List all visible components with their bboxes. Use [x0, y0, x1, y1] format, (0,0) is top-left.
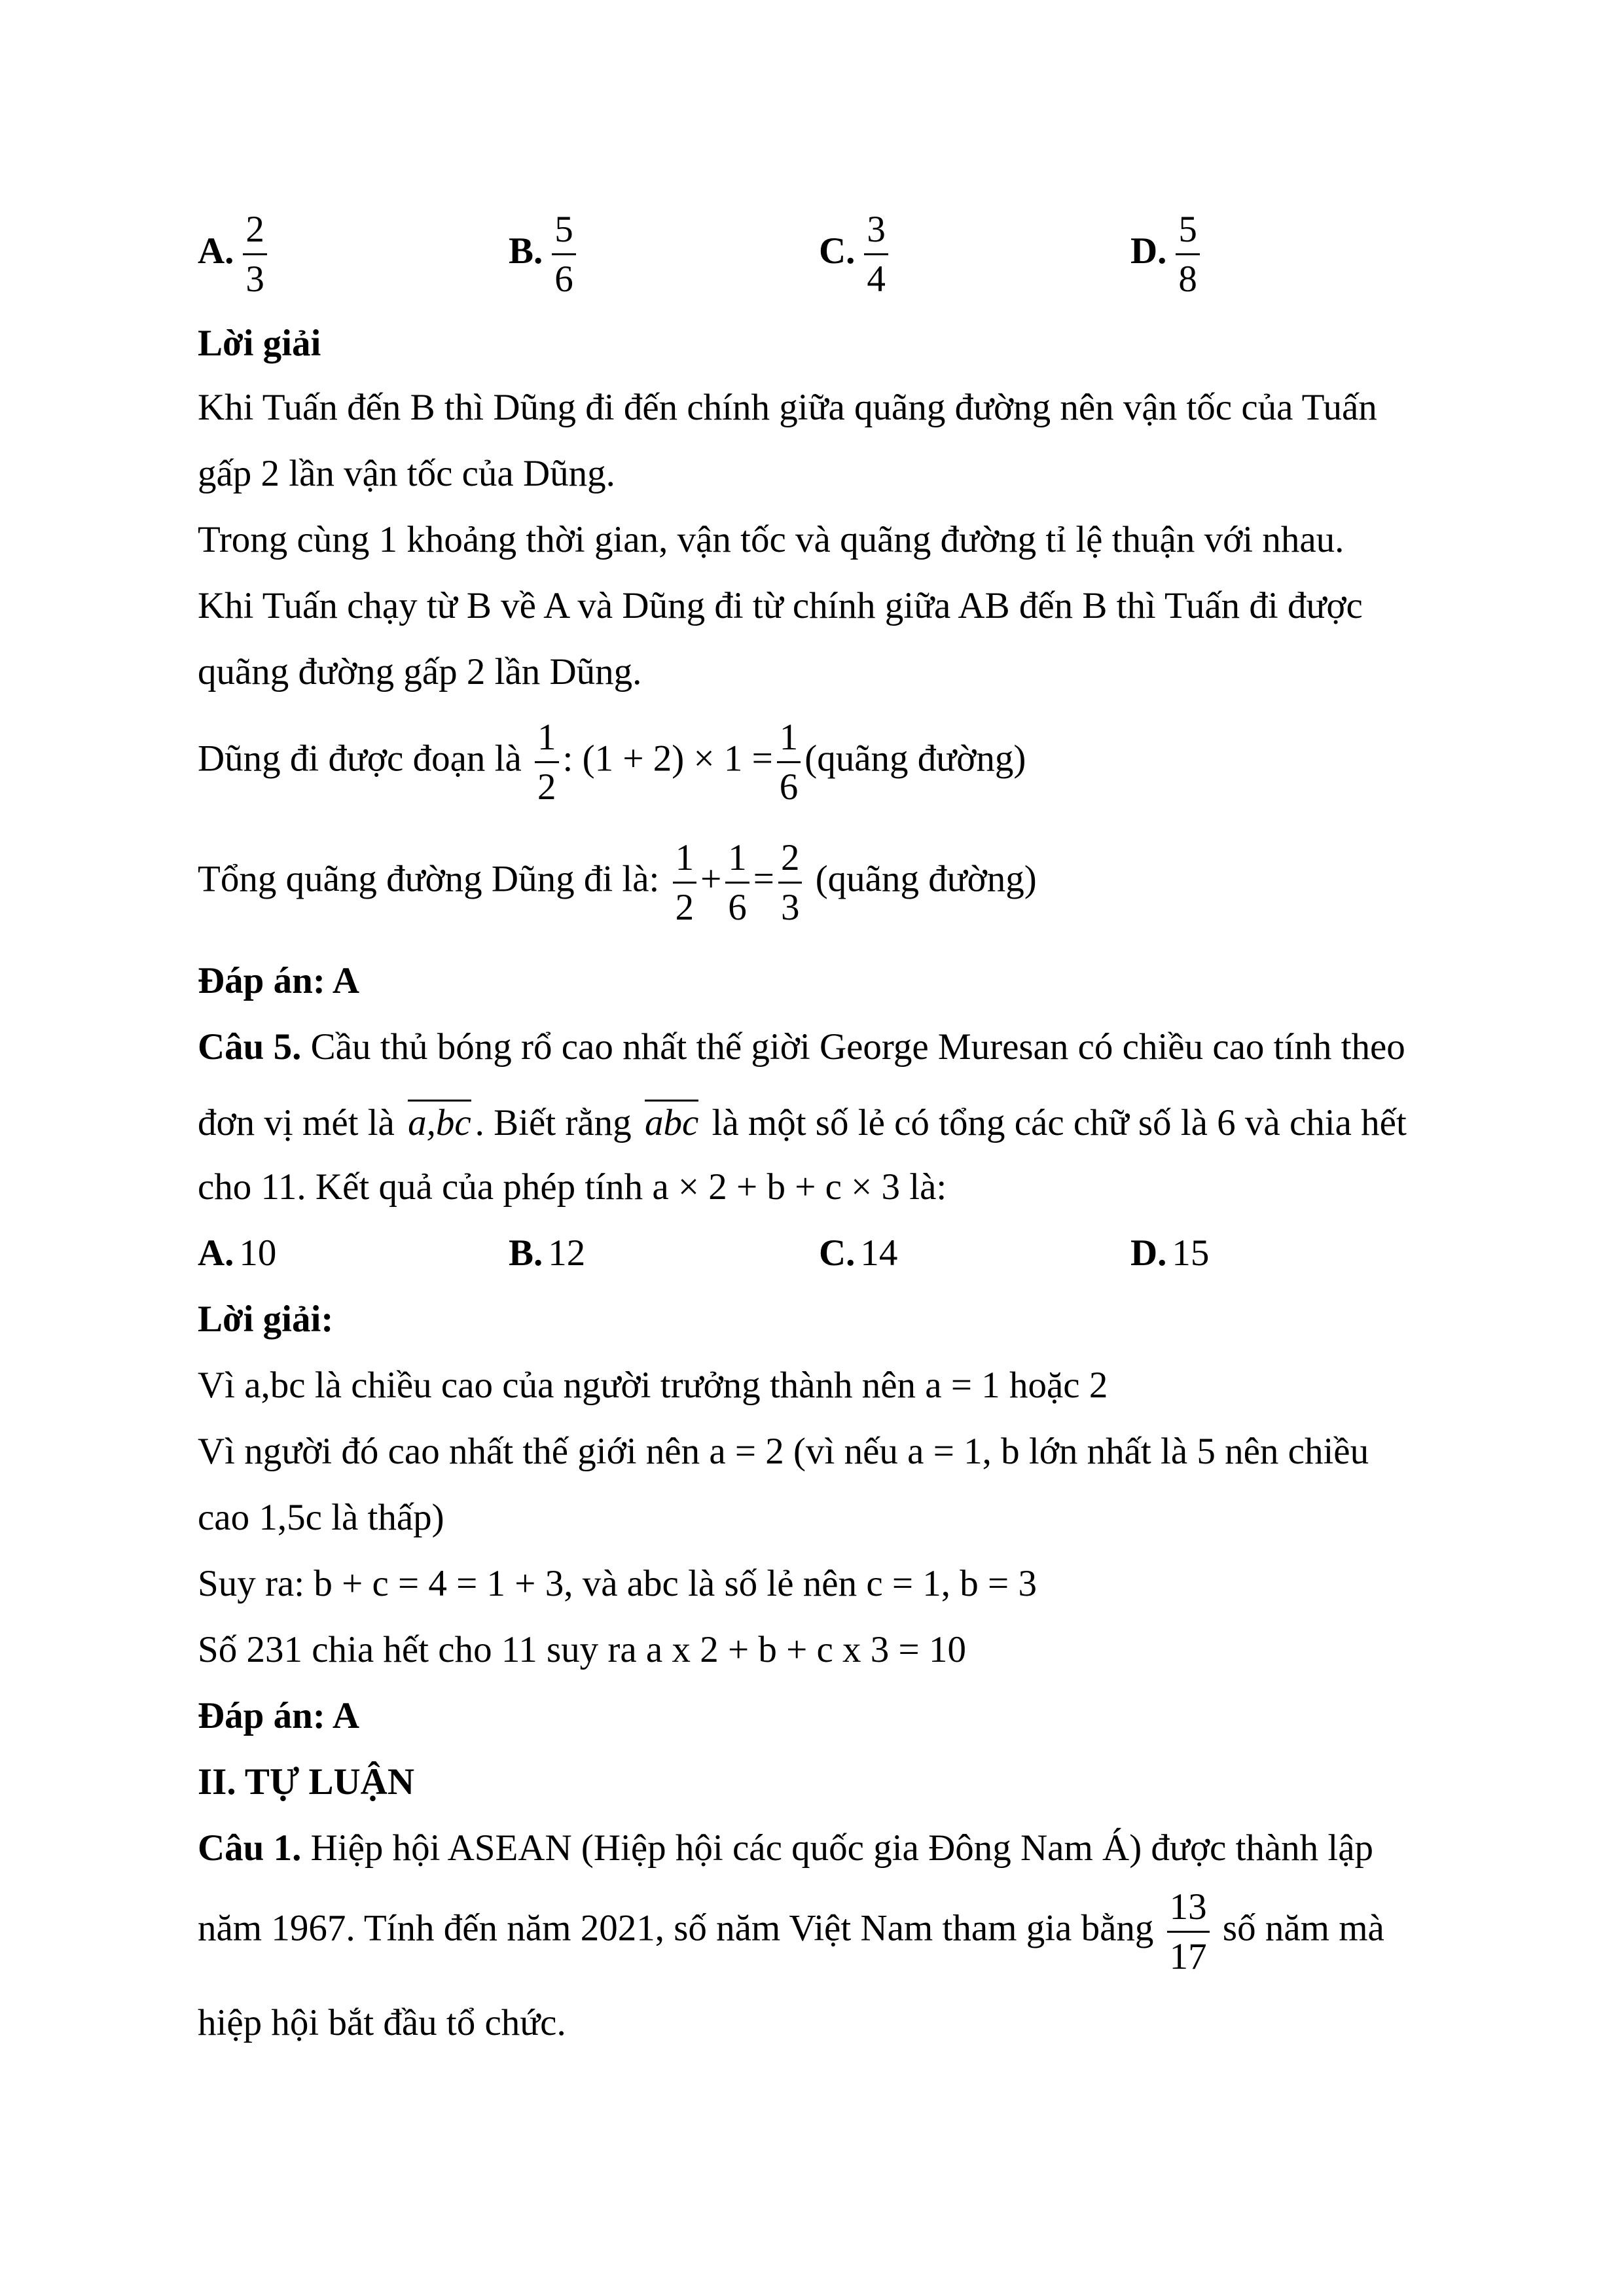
fraction-denominator: 6: [779, 766, 799, 808]
question-text: là một số lẻ có tổng các chữ số là 6 và chia hết: [712, 1102, 1407, 1143]
fraction-numerator: 5: [1176, 211, 1200, 255]
question-text: Hiệp hội ASEAN (Hiệp hội các quốc gia Đông Nam Á) được thành lập: [310, 1827, 1374, 1869]
section-heading: II. TỰ LUẬN: [198, 1761, 414, 1803]
fraction-denominator: 3: [245, 259, 264, 300]
option-label: B.: [509, 1232, 543, 1274]
equation-operator: +: [700, 858, 722, 900]
question-1-line-2: [198, 1888, 1384, 1975]
fraction-numerator: 2: [243, 211, 267, 255]
solution-line: Khi Tuấn đến B thì Dũng đi đến chính giữa quãng đường nên vận tốc của Tuấn: [198, 387, 1377, 428]
question-label: Câu 5.: [198, 1026, 302, 1067]
question-1-line-1: [198, 1829, 1373, 1867]
fraction-numerator: 1: [725, 839, 749, 884]
equation-label: Tổng quãng đường Dũng đi là:: [198, 858, 660, 900]
fraction-denominator: 2: [537, 766, 556, 808]
question-label: Câu 1.: [198, 1827, 302, 1869]
q4-option-a: [198, 211, 271, 298]
solution-line: gấp 2 lần vận tốc của Dũng.: [198, 453, 615, 494]
solution-line: Trong cùng 1 khoảng thời gian, vận tốc và quãng đường tỉ lệ thuận với nhau.: [198, 519, 1344, 560]
q5-option-d: [1130, 1234, 1209, 1272]
question-text: hiệp hội bắt đầu tổ chức.: [198, 2002, 566, 2043]
option-label: C.: [819, 230, 856, 272]
fraction-numerator: 1: [777, 719, 801, 763]
equation-unit: (quãng đường): [815, 858, 1037, 900]
solution-line: quãng đường gấp 2 lần Dũng.: [198, 651, 642, 692]
overlined-number: abc: [645, 1100, 698, 1141]
fraction-denominator: 6: [728, 887, 747, 928]
solution-line: Khi Tuấn chạy từ B về A và Dũng đi từ chính giữa AB đến B thì Tuấn đi được: [198, 585, 1363, 626]
fraction-numerator: 2: [778, 839, 803, 884]
question-text: số năm mà: [1222, 1907, 1384, 1949]
fraction-numerator: 1: [535, 719, 559, 763]
solution-line: Vì người đó cao nhất thế giới nên a = 2 (vì nếu a = 1, b lớn nhất là 5 nên chiều: [198, 1431, 1369, 1472]
solution-line: cao 1,5c là thấp): [198, 1497, 444, 1538]
fraction-numerator: 13: [1167, 1888, 1210, 1933]
answer-text: Đáp án: A: [198, 960, 360, 1001]
equation-operator: : (1 + 2) × 1 =: [562, 738, 773, 780]
question-text: đơn vị mét là: [198, 1102, 395, 1143]
fraction-numerator: 3: [864, 211, 888, 255]
q4-option-d: [1130, 211, 1204, 298]
overlined-number: a,bc: [408, 1100, 471, 1141]
equation-line-1: [198, 719, 1026, 806]
question-text: . Biết rằng: [475, 1102, 632, 1143]
option-label: C.: [819, 1232, 856, 1274]
fraction-denominator: 8: [1178, 259, 1197, 300]
q5-option-b: [509, 1234, 585, 1272]
option-label: B.: [509, 230, 543, 272]
question-text: cho 11. Kết quả của phép tính a × 2 + b + c × 3 là:: [198, 1166, 947, 1208]
fraction-denominator: 4: [867, 259, 886, 300]
option-value: 14: [860, 1232, 898, 1274]
solution-line: Vì a,bc là chiều cao của người trưởng thành nên a = 1 hoặc 2: [198, 1365, 1108, 1406]
solution-line: Suy ra: b + c = 4 = 1 + 3, và abc là số lẻ nên c = 1, b = 3: [198, 1563, 1037, 1604]
q4-option-c: [819, 211, 892, 298]
option-value: 10: [239, 1232, 277, 1274]
question-5-line-1: [198, 1028, 1405, 1066]
answer-text: Đáp án: A: [198, 1695, 360, 1736]
option-value: 12: [548, 1232, 586, 1274]
option-label: D.: [1130, 1232, 1167, 1274]
fraction-numerator: 5: [552, 211, 576, 255]
option-label: A.: [198, 230, 234, 272]
solution-line: Số 231 chia hết cho 11 suy ra a x 2 + b + c x 3 = 10: [198, 1629, 966, 1670]
option-value: 15: [1172, 1232, 1210, 1274]
q5-option-a: [198, 1234, 276, 1272]
question-text: Cầu thủ bóng rổ cao nhất thế giời George Muresan có chiều cao tính theo: [310, 1026, 1405, 1067]
equation-unit: (quãng đường): [804, 738, 1026, 780]
equation-operator: =: [753, 858, 774, 900]
solution-heading: Lời giải: [198, 323, 321, 364]
question-5-line-2: [198, 1100, 1407, 1141]
q4-option-b: [509, 211, 580, 298]
fraction-denominator: 6: [554, 259, 573, 300]
option-label: D.: [1130, 230, 1167, 272]
fraction-numerator: 1: [673, 839, 697, 884]
solution-heading: Lời giải:: [198, 1299, 334, 1340]
question-text: năm 1967. Tính đến năm 2021, số năm Việt Nam tham gia bằng: [198, 1907, 1154, 1949]
equation-label: Dũng đi được đoạn là: [198, 738, 522, 780]
q5-option-c: [819, 1234, 897, 1272]
fraction-denominator: 3: [780, 887, 800, 928]
equation-line-2: [198, 839, 1037, 926]
option-label: A.: [198, 1232, 234, 1274]
fraction-denominator: 17: [1169, 1936, 1207, 1977]
fraction-denominator: 2: [675, 887, 695, 928]
